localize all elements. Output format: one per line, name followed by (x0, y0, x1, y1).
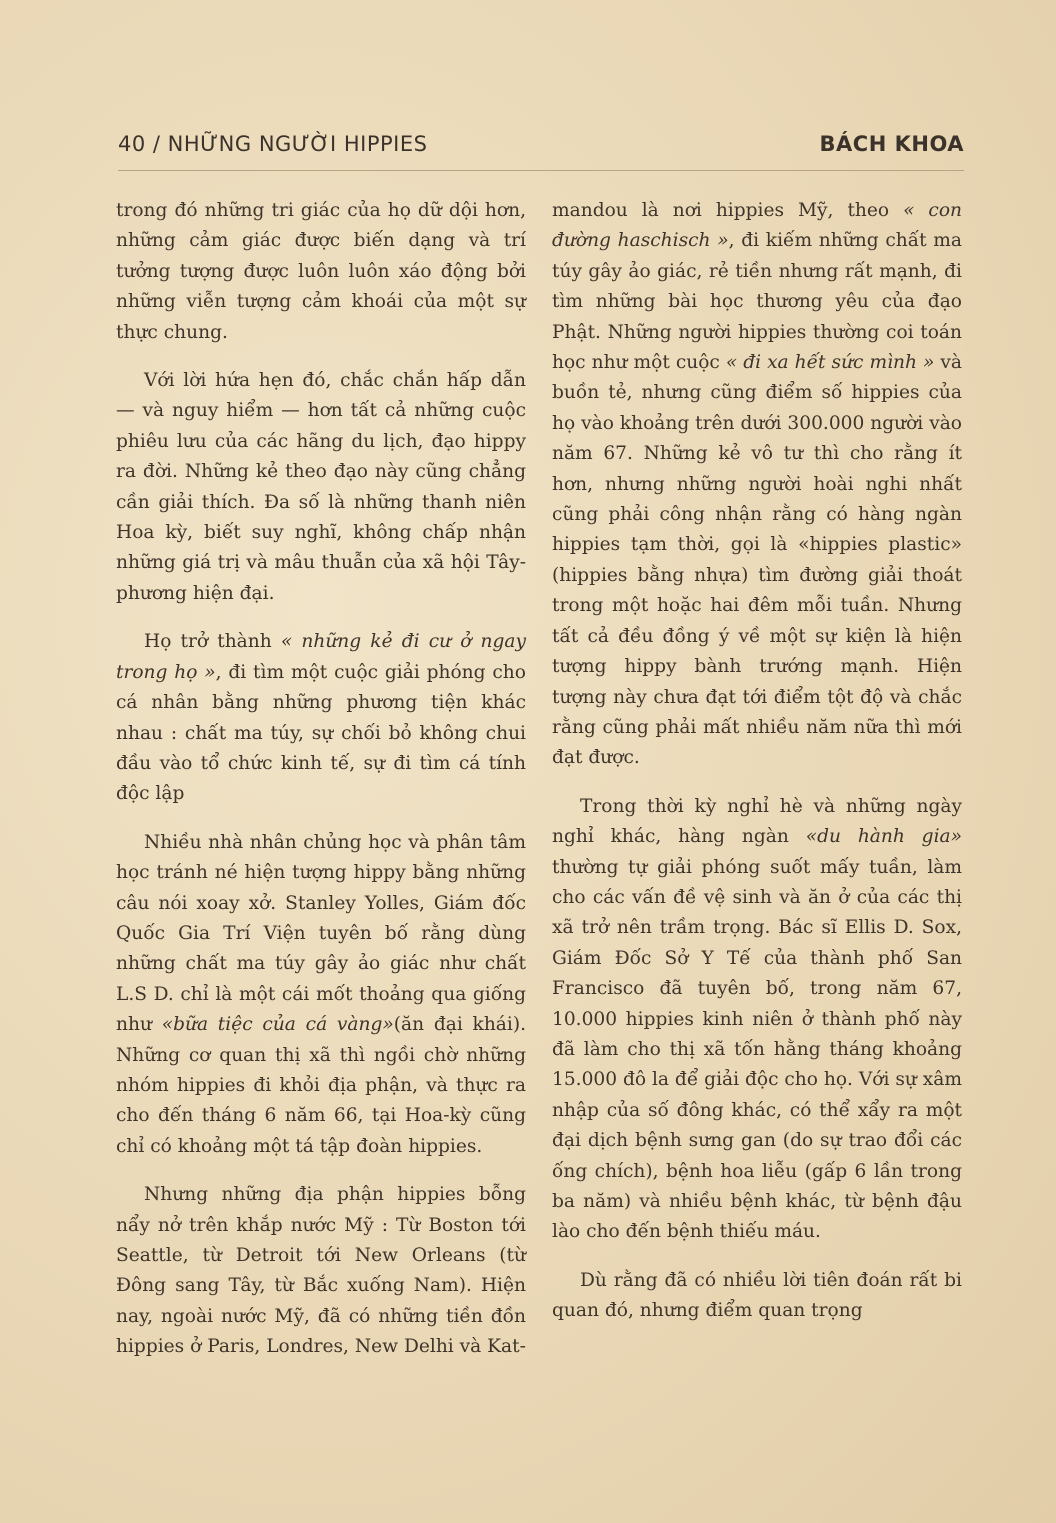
text-run: (ăn đại khái). Những cơ quan thị xã thì ngồi chờ những nhóm hippies đi khỏi địa phận, và thực ra cho đến tháng 6 năm 66, tại Hoa-kỳ cũng chỉ có khoảng một tá tập đoàn hippies. (116, 1014, 526, 1157)
paragraph: Nhưng những địa phận hippies bỗng nẩy nở trên khắp nước Mỹ : Từ Boston tới Seattle, từ Detroit tới New Orleans (từ Đông sang Tây, từ Bắc xuống Nam). Hiện nay, ngoài nước Mỹ, đã có những tiền đồn hippies ở Paris, Londres, New Delhi và Kat- (116, 1184, 526, 1358)
text-run: Nhiều nhà nhân chủng học và phân tâm học tránh né hiện tượng hippy bằng những câu nói xoay xở. Stanley Yolles, Giám đốc Quốc Gia Trí Viện tuyên bố rằng dùng những chất ma túy gây ảo giác như chất L.S D. chỉ là một cái mốt thoảng qua giống như (116, 831, 526, 1036)
left-column (116, 196, 526, 1381)
italic-quote: «du hành gia» (805, 826, 962, 848)
page-header (118, 130, 964, 171)
italic-quote: « những kẻ đi cư ở ngay trong họ » (116, 631, 527, 683)
header-page-title: 40 / NHỮNG NGƯỜI HIPPIES (118, 132, 428, 156)
paragraph (116, 828, 526, 1162)
paragraph (116, 627, 526, 809)
right-column (552, 196, 962, 1345)
text-run: Trong thời kỳ nghỉ hè và những ngày nghỉ khác, hàng ngàn (552, 795, 962, 848)
text-run: , đi kiếm những chất ma túy gây ảo giác, rẻ tiền nhưng rất mạnh, đi tìm những bài học thương yêu của đạo Phật. Những người hippies thường coi toán học như một cuộc (552, 230, 963, 374)
paragraph: Dù rằng đã có nhiều lời tiên đoán rất bi quan đó, nhưng điểm quan trọng (552, 1269, 962, 1322)
text-run: thường tự giải phóng suốt mấy tuần, làm cho các vấn đề vệ sinh và ăn ở của các thị xã trở nên trầm trọng. Bác sĩ Ellis D. Sox, Giám Đốc Sở Y Tế của thành phố San Francisco đã tuyên bố, trong năm 67, 10.000 hippies kinh niên ở thành phố này đã làm cho thị xã tốn hằng tháng khoảng 15.000 đô la để giải độc cho họ. Với sự xâm nhập của số đông khác, có thể xẩy ra một đại dịch bệnh sưng gan (do sự trao đổi các ống chích), bệnh hoa liễu (gấp 6 lần trong ba năm) và nhiều bệnh khác, từ bệnh đậu lào cho đến bệnh thiếu máu. (552, 856, 962, 1243)
text-run: mandou là nơi hippies Mỹ, theo (552, 200, 904, 221)
text-run: và buồn tẻ, nhưng cũng điểm số hippies của họ vào khoảng trên dưới 300.000 người vào năm 67. Những kẻ vô tư thì cho rằng ít hơn, nhưng những người hoài nghi nhất cũng phải công nhận rằng có hàng ngàn hippies tạm thời, gọi là «hippies plastic» (hippies bằng nhựa) tìm đường giải thoát trong một hoặc hai đêm mỗi tuần. Nhưng tất cả đều đồng ý về một sự kiện là hiện tượng hippy bành trướng mạnh. Hiện tượng này chưa đạt tới điểm tột độ và chắc rằng cũng phải mất nhiều năm nữa thì mới đạt được. (552, 352, 962, 769)
paragraph: Với lời hứa hẹn đó, chắc chắn hấp dẫn — và nguy hiểm — hơn tất cả những cuộc phiêu lưu của các hãng du lịch, đạo hippy ra đời. Những kẻ theo đạo này cũng chẳng cần giải thích. Đa số là những thanh niên Hoa kỳ, biết suy nghĩ, không chấp nhận những giá trị và mâu thuẫn của xã hội Tây-phương hiện đại. (116, 370, 526, 604)
italic-quote: « đi xa hết sức mình » (725, 352, 935, 374)
paragraph (552, 196, 962, 774)
header-magazine-name: BÁCH KHOA (819, 132, 964, 156)
italic-quote: « con đường haschisch » (552, 200, 962, 252)
text-run: , đi tìm một cuộc giải phóng cho cá nhân bằng những phương tiện khác nhau : chất ma túy, sự chối bỏ không chui đầu vào tổ chức kinh tế, sự đi tìm cá tính độc lập (116, 661, 526, 805)
italic-quote: «bữa tiệc của cá vàng» (161, 1014, 394, 1036)
paragraph: trong đó những tri giác của họ dữ dội hơn, những cảm giác được biến dạng và trí tưởng tượng được luôn luôn xáo động bởi những viễn tượng cảm khoái của một sự thực chung. (116, 200, 526, 343)
paragraph (552, 792, 962, 1248)
text-run: Họ trở thành (144, 631, 281, 653)
